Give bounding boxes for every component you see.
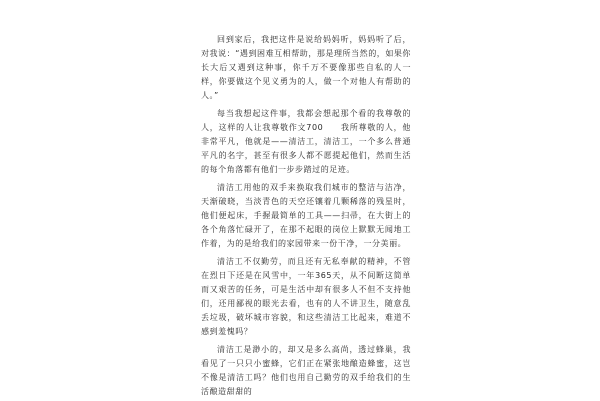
paragraph: 每当我想起这件事，我都会想起那个看的我尊敬的人，这样的人让我尊敬作文700 我所尊敬的人，他非常平凡，他就是——清洁工，清洁工，一个多么普通平凡的名字，甚至有很多人都不愿提起他们，然而生活的每个角落都有他们一步步踏过的足迹。 <box>201 109 411 174</box>
essay-body <box>201 33 411 401</box>
paragraph: 回到家后，我把这件是说给妈妈听，妈妈听了后，对我说：“遇到困难互相帮助，那是理所当然的，如果你长大后又遇到这种事，你千万不要像那些自私的人一样，你要做这个见义勇为的人，做一个对他人有帮助的人。” <box>201 35 411 100</box>
paragraph: 清洁工用他的双手来换取我们城市的整洁与洁净，天渐破晓，当淡青色的天空还镶着几颗稀落的残星时，他们便起床，手握最简单的工具——扫帚，在大街上的各个角落忙碌开了，在那不起眼的岗位上默默无闻地工作着，为的是给我们的家园带来一份干净，一分美丽。 <box>201 183 411 248</box>
paragraph: 清洁工不仅勤劳，而且还有无私奉献的精神，不管在烈日下还是在风雪中，一年365天，从不间断这简单而又艰苦的任务，可是生活中却有很多人不但不支持他们，还用鄙视的眼光去看，也有的人不讲卫生，随意乱丢垃圾，破坏城市容貌，和这些清洁工比起来，难道不感到羞愧吗？ <box>201 257 411 336</box>
paragraph: 清洁工是渺小的，却又是多么高尚，透过蜂巢，我看见了一只只小蜜蜂，它们正在紧张地酿造蜂蜜，这岂不像是清洁工吗？他们也用自己勤劳的双手给我们的生活酿造甜甜的 <box>201 345 411 396</box>
